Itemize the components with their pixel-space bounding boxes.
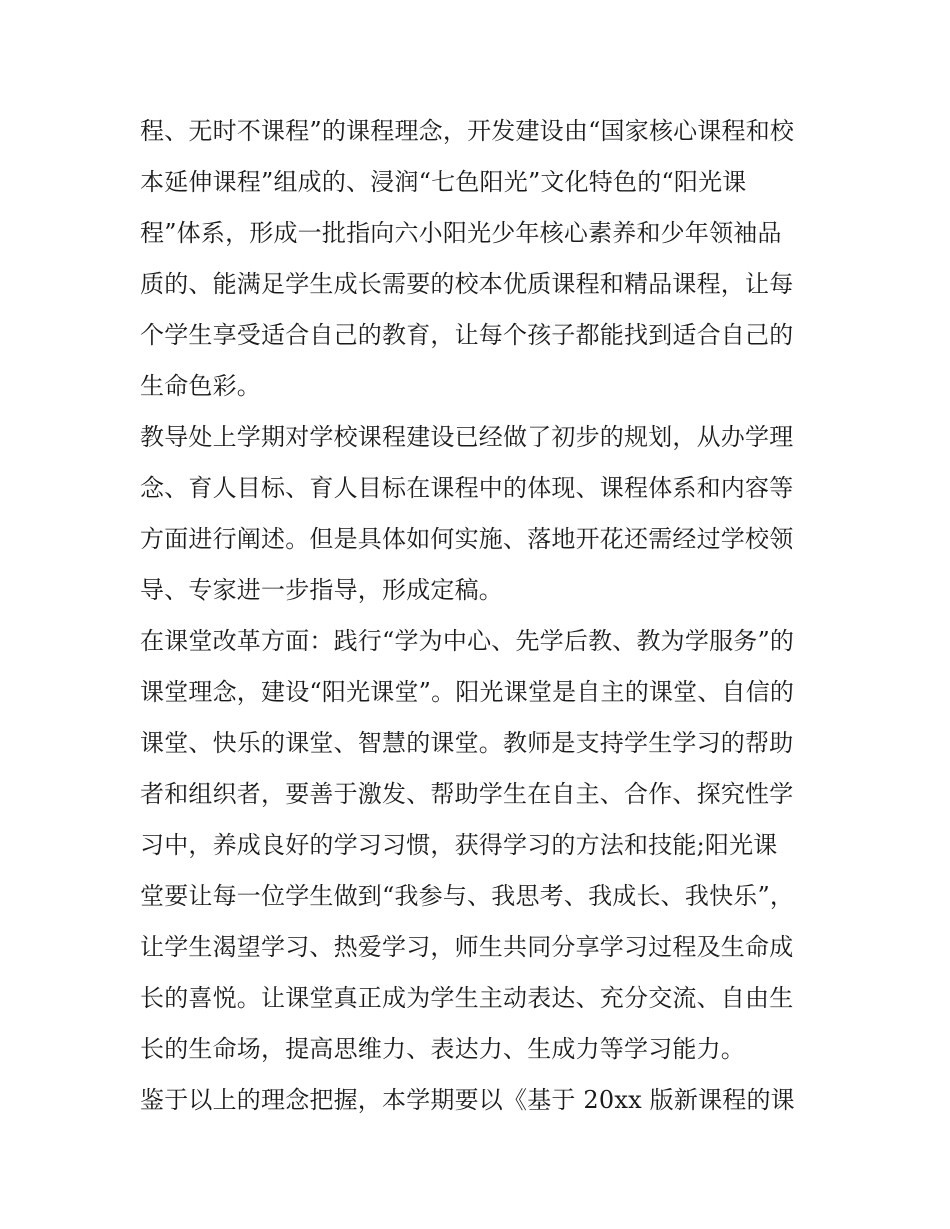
- text-line: 课堂理念，建设“阳光课堂”。阳光课堂是自主的课堂、自信的: [140, 678, 795, 706]
- text-line: 方面进行阐述。但是具体如何实施、落地开花还需经过学校领: [140, 525, 794, 553]
- text-line: 程”体系，形成一批指向六小阳光少年核心素养和少年领袖品: [140, 219, 782, 247]
- text-line: 本延伸课程”组成的、浸润“七色阳光”文化特色的“阳光课: [140, 168, 747, 196]
- text-line: 教导处上学期对学校课程建设已经做了初步的规划，从办学理: [140, 423, 794, 451]
- text-line: 质的、能满足学生成长需要的校本优质课程和精品课程，让每: [140, 270, 794, 298]
- text-line: 程、无时不课程”的课程理念，开发建设由“国家核心课程和校: [140, 117, 795, 145]
- text-line: 长的生命场，提高思维力、表达力、生成力等学习能力。: [140, 1035, 745, 1063]
- text-line: 个学生享受适合自己的教育，让每个孩子都能找到适合自己的: [140, 321, 794, 349]
- text-line: 堂要让每一位学生做到“我参与、我思考、我成长、我快乐”，: [140, 882, 795, 910]
- text-line: 习中，养成良好的学习习惯，获得学习的方法和技能;阳光课: [140, 831, 778, 859]
- text-line: 生命色彩。: [140, 372, 261, 400]
- body-text: [140, 106, 820, 1126]
- text-line: 鉴于以上的理念把握，本学期要以《基于 20xx 版新课程的课: [140, 1086, 795, 1114]
- text-line: 让学生渴望学习、热爱学习，师生共同分享学习过程及生命成: [140, 933, 794, 961]
- text-line: 念、育人目标、育人目标在课程中的体现、课程体系和内容等: [140, 474, 794, 502]
- text-line: 者和组织者，要善于激发、帮助学生在自主、合作、探究性学: [140, 780, 794, 808]
- text-line: 在课堂改革方面：践行“学为中心、先学后教、教为学服务”的: [140, 627, 795, 655]
- text-line: 课堂、快乐的课堂、智慧的课堂。教师是支持学生学习的帮助: [140, 729, 794, 757]
- text-line: 导、专家进一步指导，形成定稿。: [140, 576, 503, 604]
- text-line: 长的喜悦。让课堂真正成为学生主动表达、充分交流、自由生: [140, 984, 794, 1012]
